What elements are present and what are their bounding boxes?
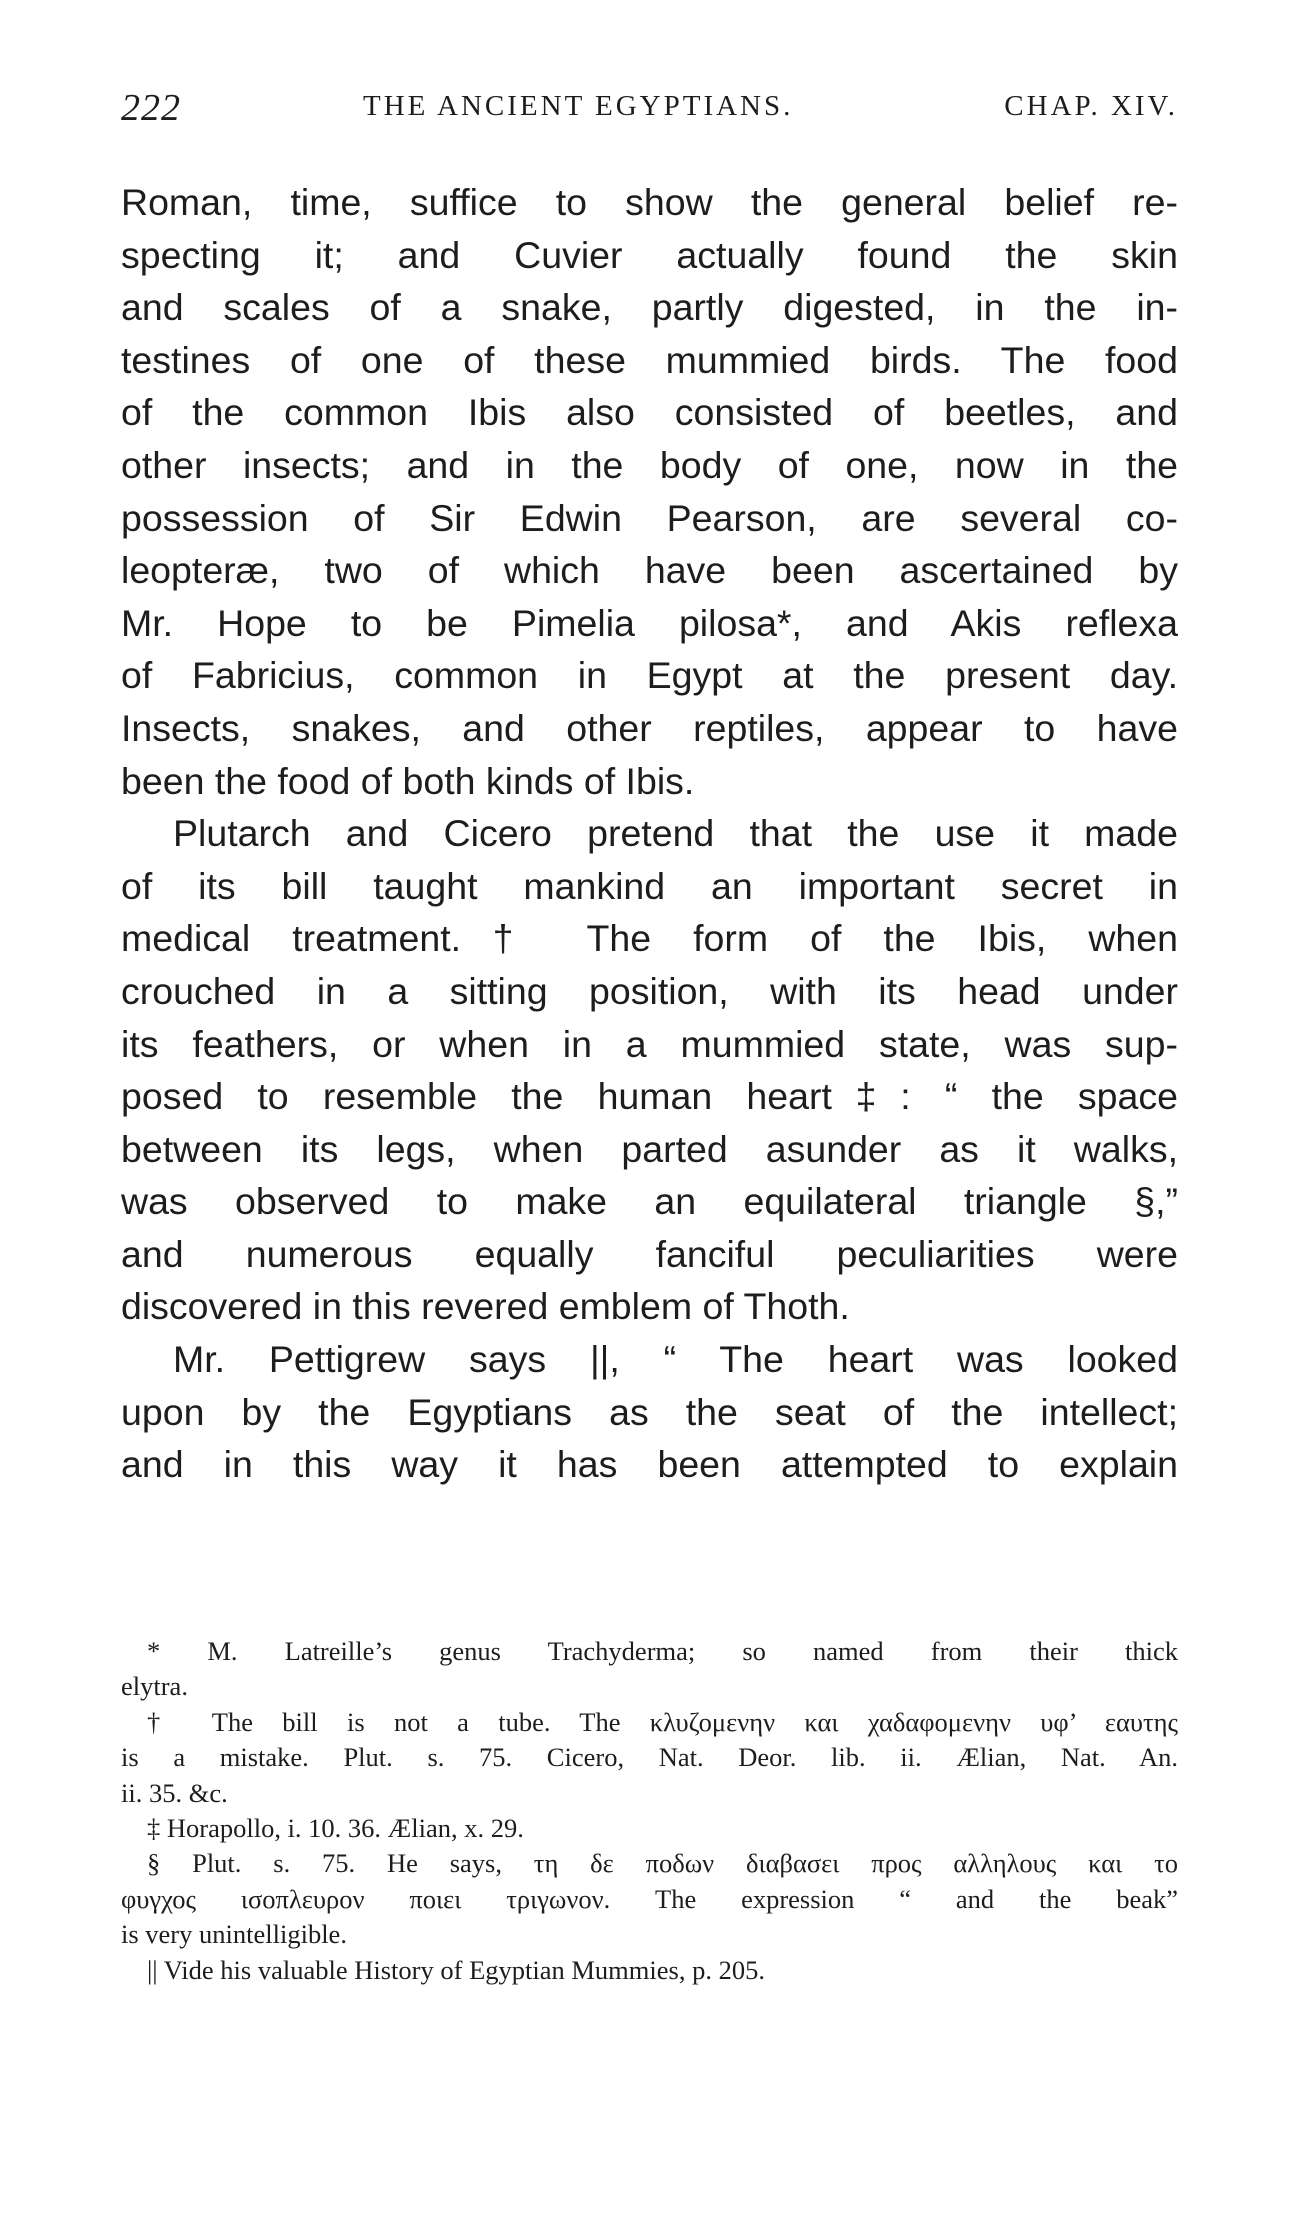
body-line: of Fabricius, common in Egypt at the present day.: [121, 654, 1178, 697]
page-number: 222: [121, 87, 181, 129]
body-line: and scales of a snake, partly digested, in the in-: [121, 286, 1178, 329]
footnote-line: is a mistake. Plut. s. 75. Cicero, Nat. Deor. lib. ii. Ælian, Nat. An.: [121, 1742, 1178, 1773]
body-line: Plutarch and Cicero pretend that the use it made: [173, 812, 1178, 855]
body-line: Mr. Pettigrew says ||, “ The heart was looked: [173, 1338, 1178, 1381]
footnote-line: † The bill is not a tube. The κλυζομενην και χαδαφομενην υφ’ εαυτης: [147, 1706, 1178, 1737]
body-line: of the common Ibis also consisted of beetles, and: [121, 391, 1178, 434]
footnote-line: φυγχος ισοπλευρον ποιει τριγωνον. The expression “ and the beak”: [121, 1883, 1178, 1914]
footnote-line: ‡ Horapollo, i. 10. 36. Ælian, x. 29.: [147, 1812, 524, 1843]
body-line: leopteræ, two of which have been ascertained by: [121, 549, 1178, 592]
footnote-line: § Plut. s. 75. He says, τη δε ποδων διαβασει προς αλληλους και το: [147, 1848, 1178, 1879]
footnote-line: elytra.: [121, 1671, 188, 1702]
chapter-label: CHAP. XIV.: [1004, 90, 1178, 122]
body-line: possession of Sir Edwin Pearson, are several co-: [121, 496, 1178, 539]
body-line: Roman, time, suffice to show the general belief re-: [121, 181, 1178, 223]
page-header: [121, 86, 1178, 136]
body-line: upon by the Egyptians as the seat of the intellect;: [121, 1390, 1178, 1433]
body-line: Mr. Hope to be Pimelia pilosa*, and Akis reflexa: [121, 601, 1178, 644]
body-line: its feathers, or when in a mummied state, was sup-: [121, 1022, 1178, 1065]
running-head: THE ANCIENT EGYPTIANS.: [363, 90, 794, 122]
footnote-line: * M. Latreille’s genus Trachyderma; so named from their thick: [147, 1636, 1178, 1666]
footnote-line: is very unintelligible.: [121, 1919, 347, 1950]
body-text: [121, 176, 1178, 1491]
body-line: crouched in a sitting position, with its head under: [121, 969, 1178, 1012]
body-line: been the food of both kinds of Ibis.: [121, 759, 695, 802]
body-line: other insects; and in the body of one, now in the: [121, 443, 1178, 486]
footnote-line: || Vide his valuable History of Egyptian Mummies, p. 205.: [147, 1954, 765, 1985]
body-line: medical treatment.† The form of the Ibis, when: [121, 917, 1178, 960]
body-line: and in this way it has been attempted to explain: [121, 1443, 1178, 1486]
body-line: and numerous equally fanciful peculiarities were: [121, 1232, 1178, 1275]
body-line: testines of one of these mummied birds. The food: [121, 338, 1178, 381]
body-line: was observed to make an equilateral triangle §,”: [121, 1180, 1178, 1223]
body-line: between its legs, when parted asunder as it walks,: [121, 1127, 1178, 1170]
body-line: posed to resemble the human heart‡: “ the space: [121, 1075, 1178, 1118]
footnote-line: ii. 35. &c.: [121, 1777, 228, 1808]
footnotes: [121, 1634, 1178, 1988]
body-line: discovered in this revered emblem of Thoth.: [121, 1285, 850, 1328]
body-line: Insects, snakes, and other reptiles, appear to have: [121, 706, 1178, 749]
body-line: of its bill taught mankind an important secret in: [121, 864, 1178, 907]
body-line: specting it; and Cuvier actually found the skin: [121, 233, 1178, 276]
